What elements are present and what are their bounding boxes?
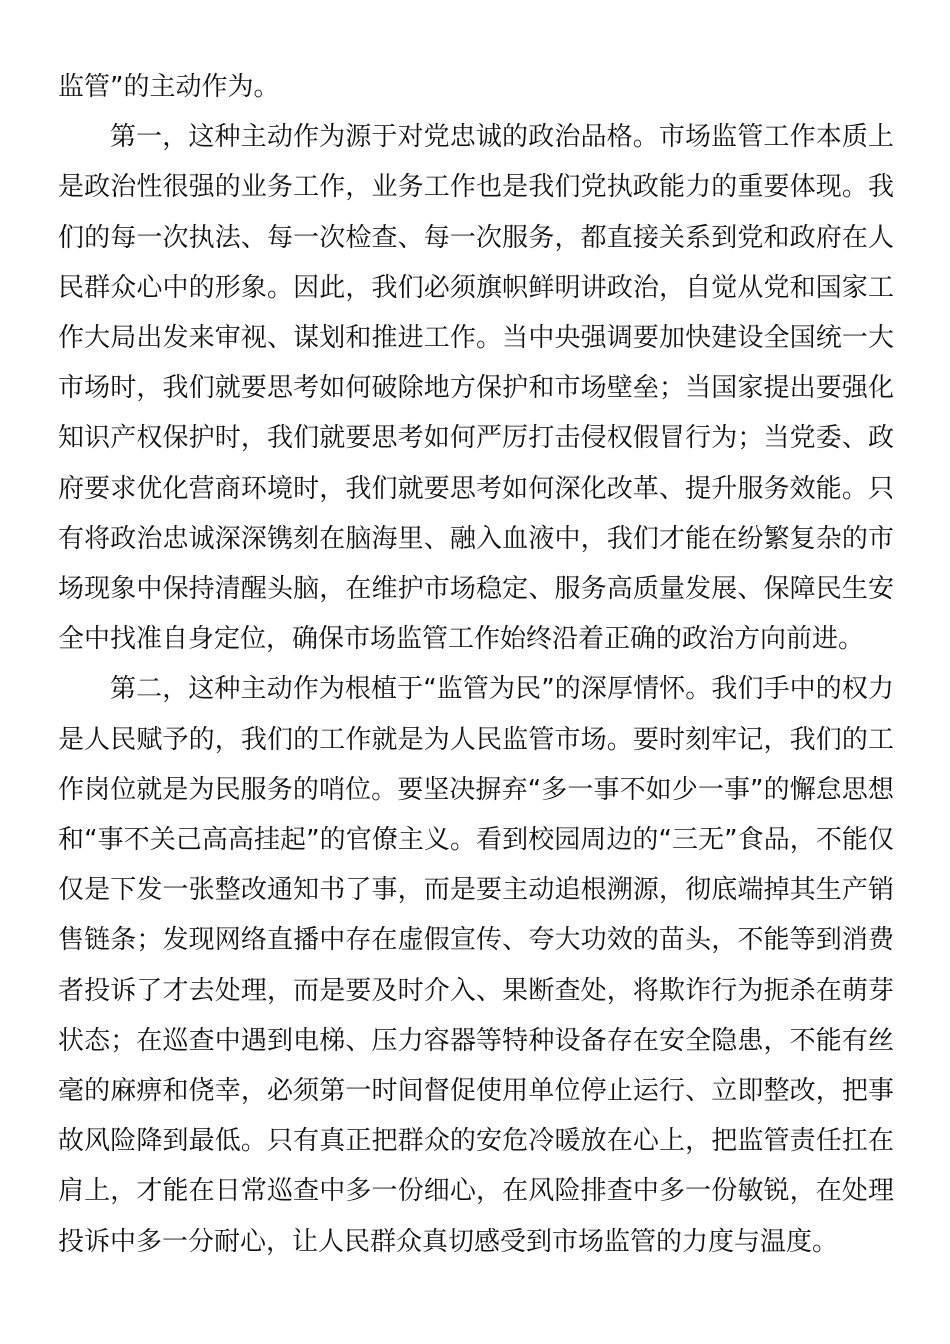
document-page bbox=[58, 62, 894, 1267]
paragraph-second-point: 第二，这种主动作为根植于“监管为民”的深厚情怀。我们手中的权力是人民赋予的，我们的工作就是为人民监管市场。要时刻牢记，我们的工作岗位就是为民服务的哨位。要坚决摒弃“多一事不如少一事”的懈怠思想和“事不关己高高挂起”的官僚主义。看到校园周边的“三无”食品，不能仅仅是下发一张整改通知书了事，而是要主动追根溯源，彻底端掉其生产销售链条；发现网络直播中存在虚假宣传、夸大功效的苗头，不能等到消费者投诉了才去处理，而是要及时介入、果断查处，将欺诈行为扼杀在萌芽状态；在巡查中遇到电梯、压力容器等特种设备存在安全隐患，不能有丝毫的麻痹和侥幸，必须第一时间督促使用单位停止运行、立即整改，把事故风险降到最低。只有真正把群众的安危冷暖放在心上，把监管责任扛在肩上，才能在日常巡查中多一份细心，在风险排查中多一份敏锐，在处理投诉中多一分耐心，让人民群众真切感受到市场监管的力度与温度。 bbox=[58, 674, 894, 1257]
paragraph-first-point: 第一，这种主动作为源于对党忠诚的政治品格。市场监管工作本质上是政治性很强的业务工作，业务工作也是我们党执政能力的重要体现。我们的每一次执法、每一次检查、每一次服务，都直接关系到党和政府在人民群众心中的形象。因此，我们必须旗帜鲜明讲政治，自觉从党和国家工作大局出发来审视、谋划和推进工作。当中央强调要加快建设全国统一大市场时，我们就要思考如何破除地方保护和市场壁垒；当国家提出要强化知识产权保护时，我们就要思考如何严厉打击侵权假冒行为；当党委、政府要求优化营商环境时，我们就要思考如何深化改革、提升服务效能。只有将政治忠诚深深镌刻在脑海里、融入血液中，我们才能在纷繁复杂的市场现象中保持清醒头脑，在维护市场稳定、服务高质量发展、保障民生安全中找准自身定位，确保市场监管工作始终沿着正确的政治方向前进。 bbox=[58, 122, 894, 655]
paragraph-continuation: 监管”的主动作为。 bbox=[58, 72, 280, 102]
